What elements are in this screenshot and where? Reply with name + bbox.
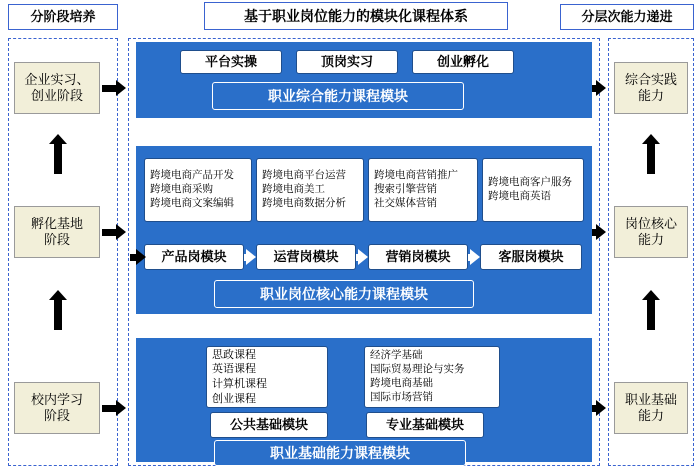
card-customer-service-course-2: 跨境电商英语 (488, 190, 551, 202)
pill-product-post-module: 产品岗模块 (144, 244, 244, 270)
card-public-course-3: 计算机课程 (212, 378, 267, 390)
arrow-up-icon-right-lower (642, 290, 660, 330)
arrow-up-icon-right-upper (642, 134, 660, 174)
card-public-course-1: 思政课程 (212, 348, 256, 361)
module-label-core-post: 职业岗位核心能力课程模块 (214, 280, 474, 308)
pill-operations-post-module: 运营岗模块 (256, 244, 356, 270)
pill-customer-service-post-module: 客服岗模块 (480, 244, 582, 270)
stage-incubator-line2: 阶段 (43, 232, 70, 247)
ability-foundation-line1: 职业基础 (624, 391, 677, 407)
pill-major-foundation-module: 专业基础模块 (366, 412, 484, 438)
card-marketing-courses (368, 158, 478, 222)
ability-foundation-line2: 能力 (637, 408, 664, 423)
pill-internship: 顶岗实习 (296, 50, 398, 74)
card-customer-service-courses (482, 158, 584, 222)
card-operations-courses (256, 158, 364, 222)
ability-comprehensive-line2: 能力 (637, 88, 664, 103)
arrow-up-icon-left-lower (49, 290, 67, 330)
ability-comprehensive-line1: 综合实践 (624, 71, 677, 87)
pill-startup-incubation: 创业孵化 (412, 50, 514, 74)
ability-box-core-post (614, 206, 688, 258)
stage-box-incubator (14, 206, 100, 258)
card-operations-course-1: 跨境电商平台运营 (262, 169, 346, 182)
arrow-up-icon-left-upper (49, 134, 67, 174)
card-operations-course-2: 跨境电商美工 (262, 183, 325, 196)
card-product-course-1: 跨境电商产品开发 (150, 169, 234, 182)
stage-enterprise-line2: 创业阶段 (30, 88, 83, 103)
stage-campus-line2: 阶段 (43, 408, 70, 423)
card-major-course-1: 经济学基础 (370, 349, 423, 362)
arrow-right-icon-marketing (356, 249, 368, 265)
pill-marketing-post-module: 营销岗模块 (368, 244, 468, 270)
card-marketing-course-2: 搜索引擎营销 (374, 183, 437, 196)
pill-public-foundation-module: 公共基础模块 (210, 412, 328, 438)
ability-core-post-line1: 岗位核心 (624, 215, 677, 231)
card-product-course-3: 跨境电商文案编辑 (150, 196, 234, 209)
module-label-comprehensive: 职业综合能力课程模块 (212, 82, 464, 110)
card-major-course-4: 国际市场营销 (370, 390, 433, 403)
card-public-course-4: 创业课程 (212, 392, 256, 405)
card-major-foundation-courses (364, 346, 500, 408)
module-label-foundation: 职业基础能力课程模块 (214, 440, 466, 466)
ability-box-foundation (614, 382, 688, 434)
card-product-course-2: 跨境电商采购 (150, 183, 213, 196)
arrow-right-icon-enterprise (102, 80, 126, 96)
arrow-right-icon-customer-service (468, 249, 480, 265)
pill-platform-practice: 平台实操 (180, 50, 282, 74)
ability-box-comprehensive (614, 62, 688, 114)
arrow-right-icon-product (130, 249, 146, 265)
card-major-course-2: 国际贸易理论与实务 (370, 363, 465, 376)
diagram-title: 基于职业岗位能力的模块化课程体系 (204, 2, 508, 30)
card-major-course-3: 跨境电商基础 (370, 377, 433, 389)
stage-enterprise-line1: 企业实习、 (24, 71, 90, 87)
right-header: 分层次能力递进 (560, 4, 694, 30)
card-public-course-2: 英语课程 (212, 363, 256, 376)
card-marketing-course-3: 社交媒体营销 (374, 196, 437, 209)
card-product-courses (144, 158, 252, 222)
card-marketing-course-1: 跨境电商营销推广 (374, 169, 458, 182)
stage-box-campus (14, 382, 100, 434)
arrow-right-icon-incubator (102, 224, 126, 240)
stage-campus-line1: 校内学习 (30, 391, 83, 407)
left-header: 分阶段培养 (8, 4, 118, 30)
card-customer-service-course-1: 跨境电商客户服务 (488, 176, 572, 189)
arrow-right-icon-operations (244, 249, 256, 265)
stage-box-enterprise (14, 62, 100, 114)
card-operations-course-3: 跨境电商数据分析 (262, 196, 346, 209)
card-public-foundation-courses (206, 346, 328, 408)
ability-core-post-line2: 能力 (637, 232, 664, 247)
arrow-right-icon-campus (102, 400, 126, 416)
stage-incubator-line1: 孵化基地 (30, 215, 83, 231)
